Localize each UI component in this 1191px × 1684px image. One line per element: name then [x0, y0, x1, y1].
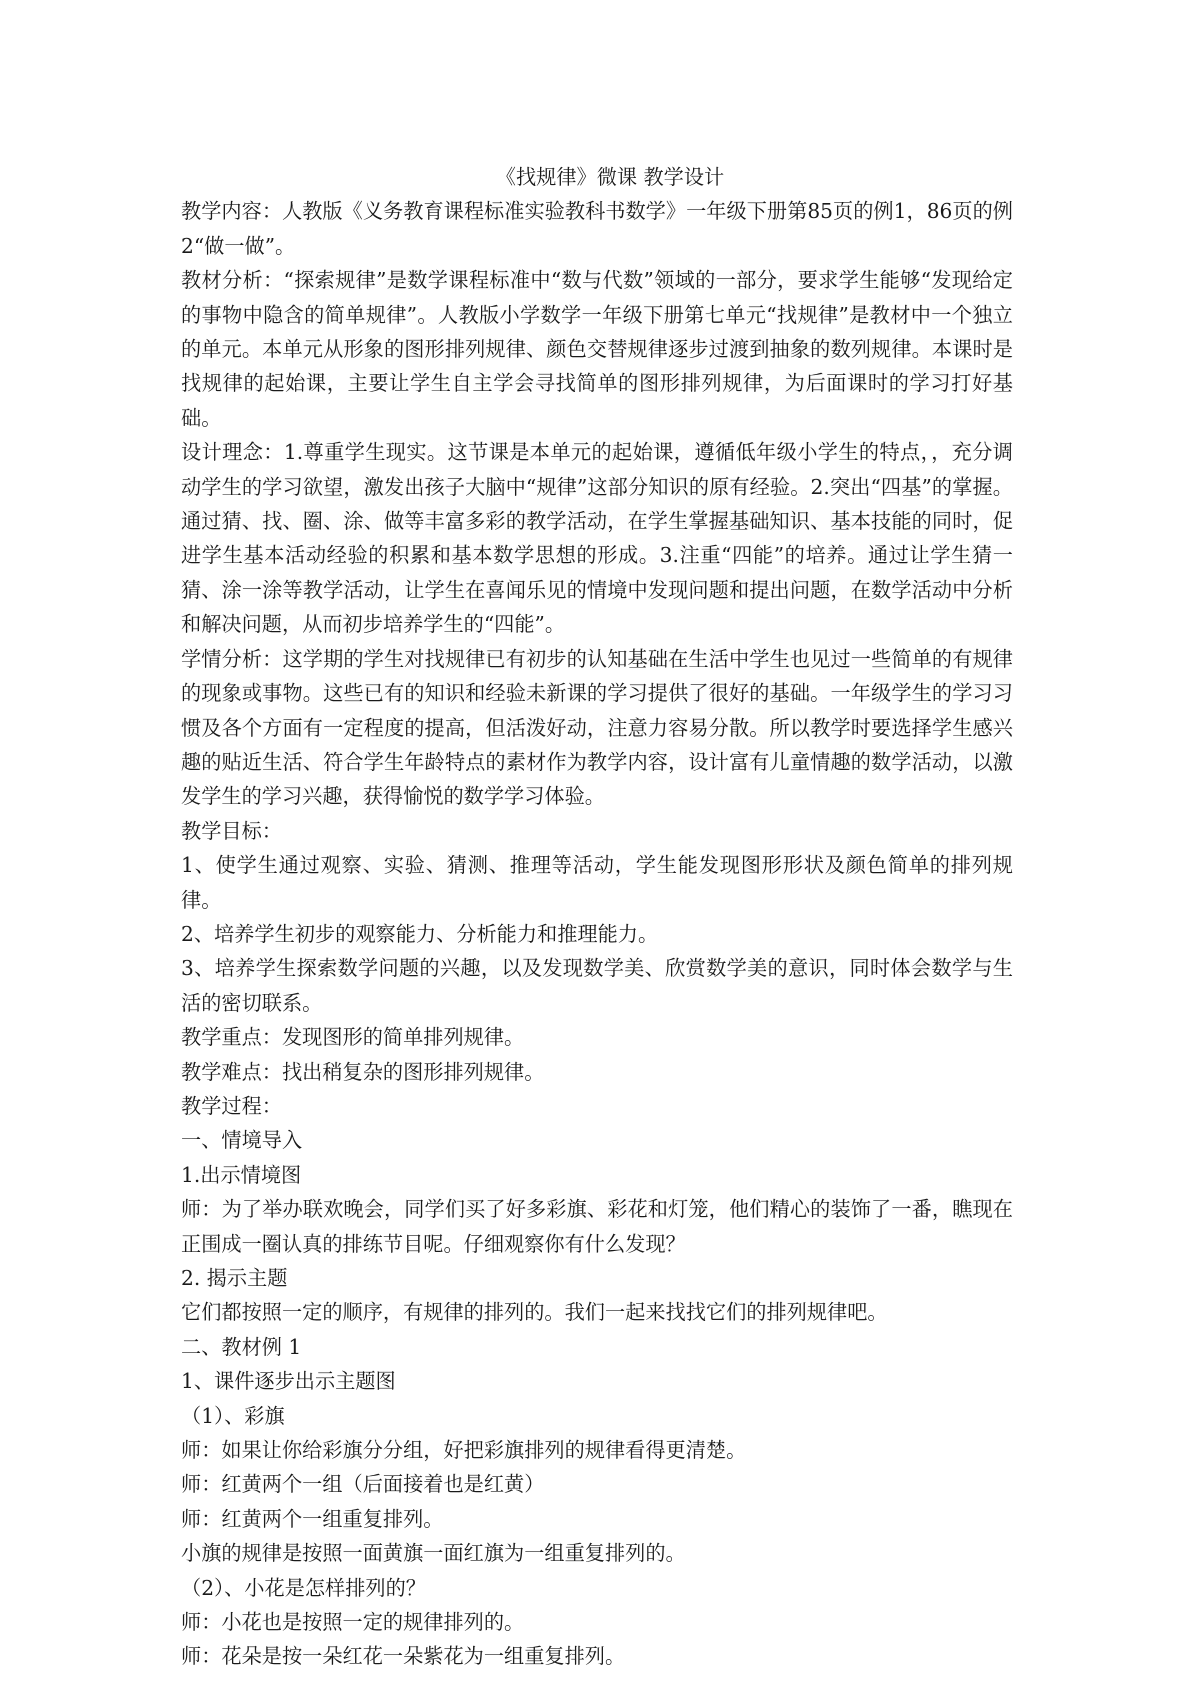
paragraph-teacher-red-yellow: 师：红黄两个一组（后面接着也是红黄）: [181, 1472, 545, 1497]
heading-teaching-process: 教学过程：: [181, 1093, 282, 1118]
subheading-show-scene: 1.出示情境图: [181, 1162, 302, 1187]
paragraph-topic: 它们都按照一定的顺序，有规律的排列的。我们一起来找找它们的排列规律吧。: [181, 1300, 888, 1325]
heading-teaching-goals: 教学目标：: [181, 818, 282, 843]
subheading-flowers: （2）、小花是怎样排列的？: [181, 1575, 426, 1600]
paragraph-key-point: 教学重点：发现图形的简单排列规律。: [181, 1025, 525, 1050]
paragraph-teacher-repeat: 师：红黄两个一组重复排列。: [181, 1506, 444, 1531]
section-heading-intro: 一、情境导入: [181, 1128, 303, 1153]
list-item-goal-3: 3、培养学生探索数学问题的兴趣，以及发现数学美、欣赏数学美的意识，同时体会数学与生活的密切联系。: [181, 956, 1013, 1015]
subheading-reveal-topic: 2. 揭示主题: [181, 1266, 288, 1290]
paragraph-teacher-flowers: 师：小花也是按照一定的规律排列的。: [181, 1610, 525, 1635]
subheading-courseware: 1、课件逐步出示主题图: [181, 1369, 396, 1394]
paragraph-design-concept: 设计理念：1.尊重学生现实。这节课是本单元的起始课，遵循低年级小学生的特点，，充分调动学生的学习欲望，激发出孩子大脑中“规律”这部分知识的原有经验。2.突出“四基”的掌握。通过猜、找、圈、涂、做等丰富多彩的教学活动，在学生掌握基础知识、基本技能的同时，促进学生基本活动经验的积累和基本数学思想的形成。3.注重“四能”的培养。通过让学生猜一猜、涂一涂等教学活动，让学生在喜闻乐见的情境中发现问题和提出问题，在数学活动中分析和解决问题，从而初步培养学生的“四能”。: [181, 440, 1013, 637]
document-title: 《找规律》微课 教学设计: [495, 165, 725, 189]
paragraph-student-analysis: 学情分析：这学期的学生对找规律已有初步的认知基础在生活中学生也见过一些简单的有规律的现象或事物。这些已有的知识和经验未新课的学习提供了很好的基础。一年级学生的学习习惯及各个方面有一定程度的提高，但活泼好动，注意力容易分散。所以教学时要选择学生感兴趣的贴近生活、符合学生年龄特点的素材作为教学内容，设计富有儿童情趣的数学活动，以激发学生的学习兴趣，获得愉悦的数学学习体验。: [181, 646, 1013, 809]
paragraph-textbook-analysis: 教材分析：“探索规律”是数学课程标准中“数与代数”领域的一部分，要求学生能够“发现给定的事物中隐含的简单规律”。人教版小学数学一年级下册第七单元“找规律”是教材中一个独立的单元。本单元从形象的图形排列规律、颜色交替规律逐步过渡到抽象的数列规律。本课时是找规律的起始课，主要让学生自主学会寻找简单的图形排列规律，为后面课时的学习打好基础。: [181, 268, 1013, 430]
paragraph-content: 教学内容：人教版《义务教育课程标准实验教科书数学》一年级下册第85页的例1，86页的例2“做一做”。: [181, 199, 1013, 258]
paragraph-teacher-group-flags: 师：如果让你给彩旗分分组，好把彩旗排列的规律看得更清楚。: [181, 1438, 747, 1463]
section-heading-example-1: 二、教材例 1: [181, 1334, 302, 1359]
paragraph-teacher-scene: 师：为了举办联欢晚会，同学们买了好多彩旗、彩花和灯笼，他们精心的装饰了一番，瞧现在正围成一圈认真的排练节目呢。仔细观察你有什么发现？: [181, 1197, 1013, 1256]
paragraph-flag-rule: 小旗的规律是按照一面黄旗一面红旗为一组重复排列的。: [181, 1541, 686, 1566]
document-body: [181, 160, 1013, 1674]
list-item-goal-1: 1、使学生通过观察、实验、猜测、推理等活动，学生能发现图形形状及颜色简单的排列规律。: [181, 853, 1013, 912]
paragraph-difficult-point: 教学难点：找出稍复杂的图形排列规律。: [181, 1059, 545, 1084]
list-item-goal-2: 2、培养学生初步的观察能力、分析能力和推理能力。: [181, 921, 659, 946]
paragraph-teacher-flower-rule: 师：花朵是按一朵红花一朵紫花为一组重复排列。: [181, 1644, 626, 1669]
subheading-flags: （1）、彩旗: [181, 1403, 285, 1428]
